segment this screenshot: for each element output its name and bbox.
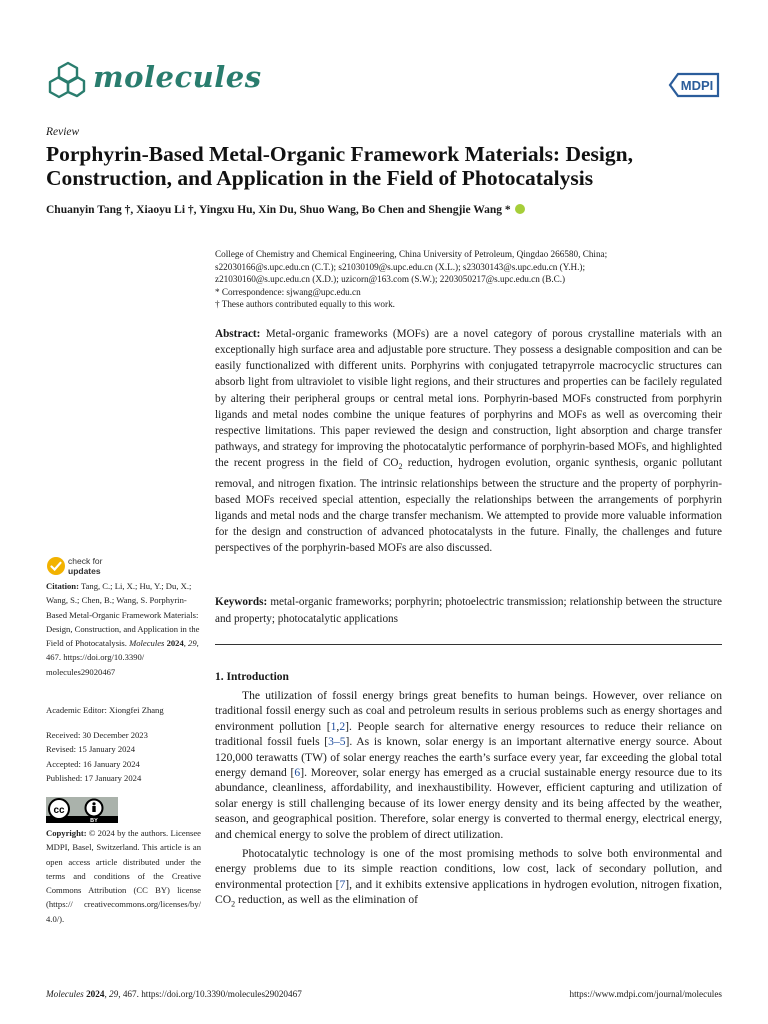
citation-doi: , 467. https://doi.org/10.3390/ molecules29020467 (46, 638, 199, 677)
cc-by-license-badge[interactable] (46, 797, 118, 823)
section-divider (215, 644, 722, 645)
affiliation-line: College of Chemistry and Chemical Engineering, China University of Petroleum, Qingdao 266580, China; (215, 249, 608, 259)
copyright-text: © 2024 by the authors. Licensee MDPI, Basel, Switzerland. This article is an open access article distributed under the terms and conditions of the Creative Commons Attribution (CC BY) license (https:// creativecommons.org/licenses/by/ 4.0/). (46, 828, 201, 924)
reference-link[interactable]: 3–5 (328, 735, 346, 749)
citation-text: Tang, C.; Li, X.; Hu, Y.; Du, X.; Wang, S.; Chen, B.; Wang, S. Porphyrin-Based Metal-Organic Framework Materials: Design, Construction, and Application in the Field of Photocatalysis. (46, 581, 200, 649)
reference-link[interactable]: 7 (339, 877, 346, 891)
citation-year: 2024 (166, 638, 184, 649)
footer-journal: Molecules (46, 989, 84, 999)
footer-volume: 29 (109, 989, 119, 999)
affiliation-line: z21030160@s.upc.edu.cn (X.D.); uzicorn@163.com (S.W.); 2203050217@s.upc.edu.cn (B.C.) (215, 274, 566, 284)
footer-citation: Molecules 2024, 29, 467. https://doi.org/10.3390/molecules29020467 (46, 989, 302, 999)
keywords (215, 594, 722, 627)
affiliation-line: s22030166@s.upc.edu.cn (C.T.); s21030109@s.upc.edu.cn (X.L.); s23030143@s.upc.edu.cn (Y.H.); (215, 261, 586, 272)
copyright-label: Copyright: (46, 828, 87, 838)
publication-dates (46, 728, 201, 785)
molecules-logo-icon (46, 60, 86, 100)
citation-block: Citation: Tang, C.; Li, X.; Hu, Y.; Du, X.; Wang, S.; Chen, B.; Wang, S. Porphyrin-Based Metal-Organic Framework Materials: Design, Construction, and Application in the Field of Photocatalysis. Molecules 2024, 29, 467. https://doi.org/10.3390/ molecules29020467 (46, 581, 200, 677)
copyright-block (46, 826, 201, 926)
section-heading-introduction: 1. Introduction (215, 671, 289, 683)
mdpi-logo-text: MDPI (680, 78, 714, 93)
paragraph: Photocatalytic technology is one of the most promising methods to solve both environmental and energy problems due to its simple reaction conditions, low cost, lack of secondary pollution, and environmental protection [7], and it exhibits extensive applications in hydrogen evolution, nitrogen fixation, $CO_2$ reduction, as well as the elimination of (215, 847, 722, 909)
introduction-body (215, 688, 722, 912)
footer-doi: , 467. https://doi.org/10.3390/molecules29020467 (118, 989, 302, 999)
citation-journal: Molecules (129, 638, 165, 649)
author-names: Chuanyin Tang †, Xiaoyu Li †, Yingxu Hu, Xin Du, Shuo Wang, Bo Chen and Shengjie Wang * (46, 204, 511, 216)
date-accepted: Accepted: 16 January 2024 (46, 758, 140, 769)
footer-journal-url[interactable]: https://www.mdpi.com/journal/molecules (569, 989, 722, 999)
article-type: Review (46, 126, 80, 138)
keywords-text: metal-organic frameworks; porphyrin; photoelectric transmission; relationship between the structure and property; photocatalytic applications (215, 596, 723, 625)
abstract-label: Abstract: (215, 328, 261, 340)
reference-link[interactable]: 6 (294, 766, 301, 780)
check-for-updates-line1: check for (68, 556, 103, 566)
check-for-updates-icon[interactable] (46, 556, 66, 576)
abstract (215, 326, 722, 556)
svg-text:BY: BY (90, 818, 98, 823)
equal-contribution-note: † These authors contributed equally to this work. (215, 299, 395, 309)
citation-volume: 29 (188, 638, 197, 649)
journal-name[interactable]: molecules (93, 60, 262, 94)
mdpi-logo[interactable] (666, 71, 722, 99)
reference-link[interactable]: 1 (330, 719, 337, 733)
date-published: Published: 17 January 2024 (46, 772, 142, 783)
footer-year: 2024 (86, 989, 105, 999)
academic-editor: Academic Editor: Xiongfei Zhang (46, 705, 164, 715)
correspondence-note: * Correspondence: sjwang@upc.edu.cn (215, 286, 361, 297)
paragraph: The utilization of fossil energy brings great benefits to human beings. However, over reliance on traditional fossil energy such as coal and petroleum results in serious problems such as energy shortages and environment pollution [1,2]. People search for alternative energy resources to reduce their reliance on traditional fossil fuels [3–5]. As is known, solar energy is an important alternative energy source. About 120,000 terawatts (TW) of solar energy reaches the earth’s surface every year, far exceeding the global total energy demand [6]. Moreover, solar energy has emerged as a crucial sustainable energy resource due to its abundance, cleanliness, affordability, and inexhaustibility. However, efficient capturing and utilization of solar energy is still challenging because of its lower energy density and its being affected by the weather, season, and geographical position. Therefore, solar energy is converted to thermal energy, electrical energy, and chemical energy to solve the problem of direct utilization. (215, 689, 723, 841)
reference-link[interactable]: 2 (339, 719, 346, 733)
date-revised: Revised: 15 January 2024 (46, 744, 136, 755)
affiliations (215, 248, 735, 311)
orcid-icon[interactable] (515, 204, 525, 214)
abstract-text: reduction, hydrogen evolution, organic synthesis, organic pollutant removal, and nitrogen fixation. The intrinsic relationships between the structure and the property of porphyrin-based MOFs received special attention, especially the relationships between the arrangements of porphyrin ligands and metal nods and the charge transfer mechanism. We attempted to provide more valuable information for the design and construction of advanced photocatalysts in the future. Finally, the challenges and future perspectives of the porphyrin-based MOFs are also discussed. (215, 457, 722, 555)
abstract-subscript: 2 (398, 462, 403, 472)
keywords-label: Keywords: (215, 596, 268, 608)
date-received: Received: 30 December 2023 (46, 730, 148, 740)
author-list (46, 204, 525, 216)
abstract-text: Metal-organic frameworks (MOFs) are a novel category of porous crystalline materials with an exceptionally high surface area and adjustable pore structure. They possess a designable composition and can be easily functionalized with different units. Porphyrins with conjugated tetrapyrrole macrocyclic structures can absorb light from ultraviolet to visible light regions, and their structures and properties can be facilely regulated by altering their peripheral groups or central metal ions. Porphyrin-based MOFs constructed from porphyrin ligands and metal nodes combine the unique features of porphyrins and MOFs as well as overcoming their respective limitations. This paper reviewed the design and construction, light absorption and charge transfer pathways, and strategy for improving the photocatalytic performance of porphyrin-based MOFs, and highlighted the recent progress in the field of CO (215, 328, 722, 470)
check-for-updates-line2: updates (68, 566, 101, 576)
article-title: Porphyrin-Based Metal-Organic Framework Materials: Design, Construction, and Application in the Field of Photocatalysis (46, 142, 633, 190)
check-for-updates-badge[interactable] (68, 556, 103, 576)
svg-text:cc: cc (53, 805, 65, 816)
citation-label: Citation: (46, 581, 79, 591)
